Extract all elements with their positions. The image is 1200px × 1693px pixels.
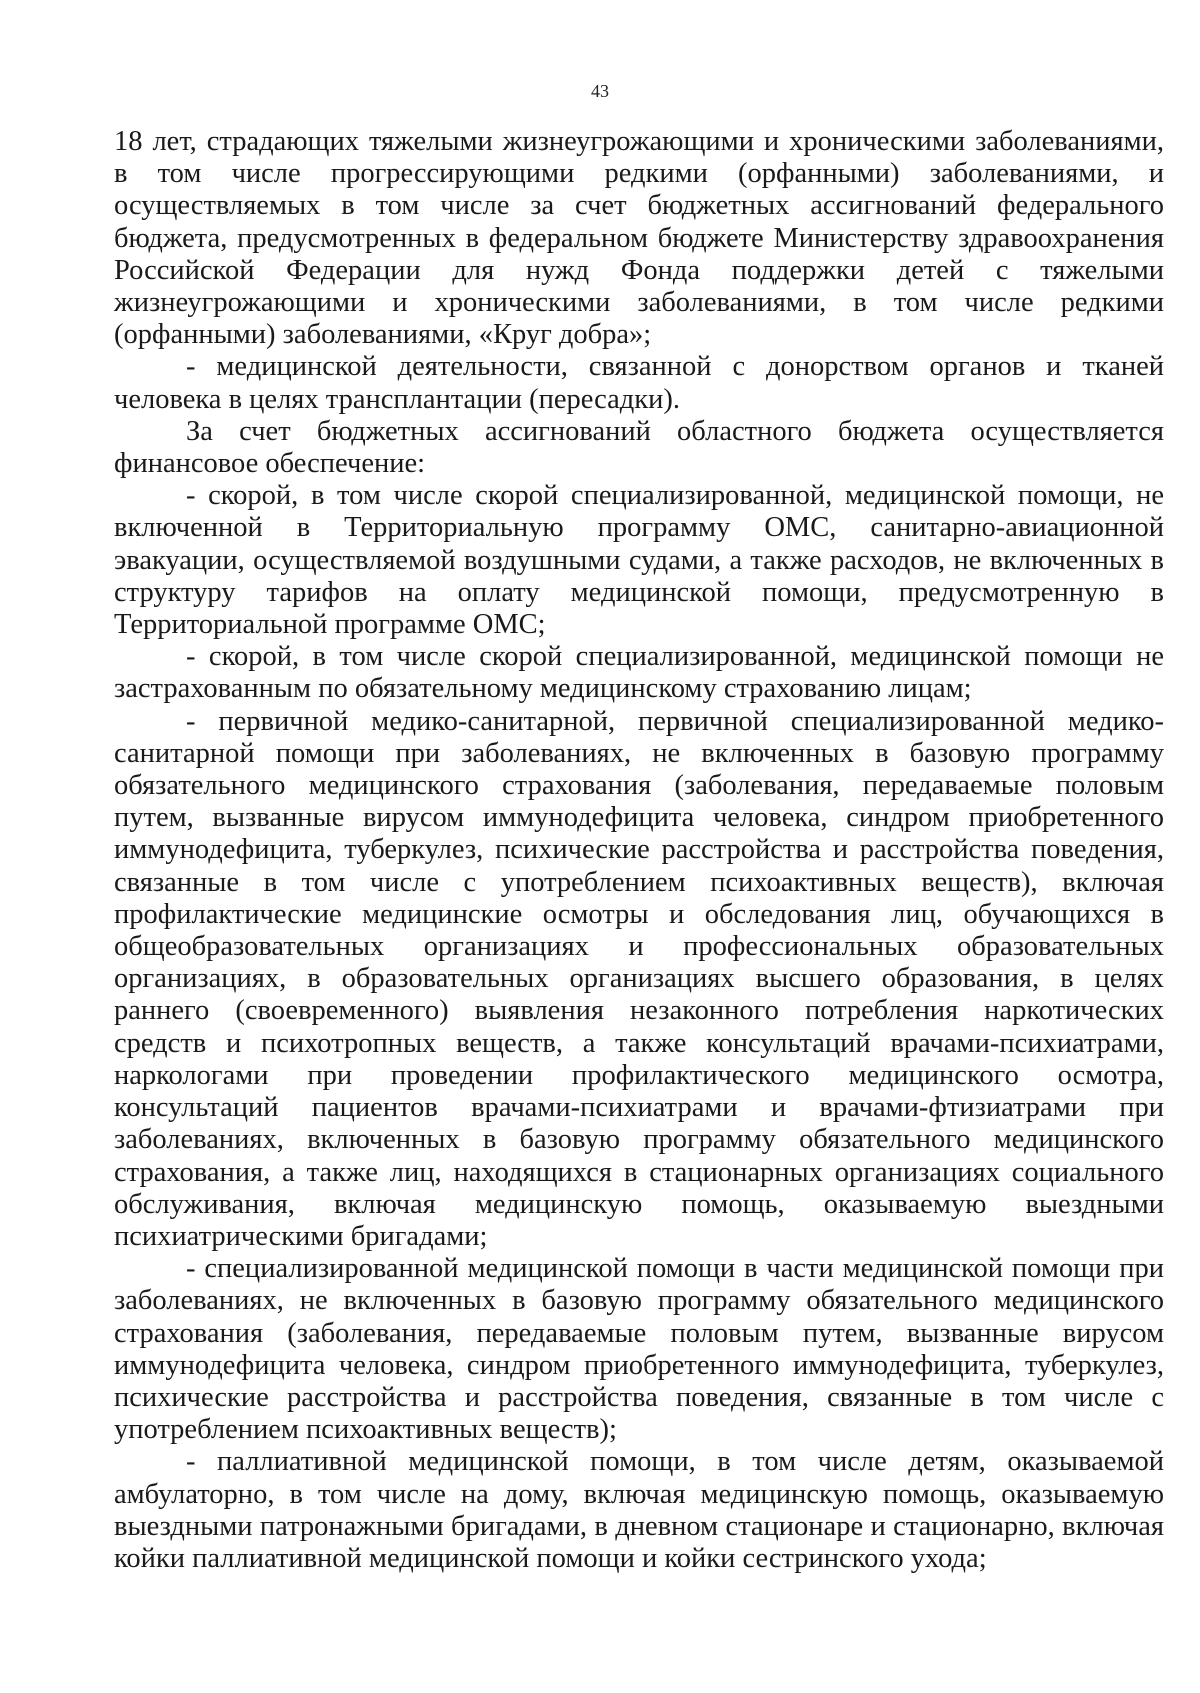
list-item-primary-care: - первичной медико-санитарной, первичной специализированной медико-санитарной помощи при заболеваниях, не включенных в базовую программу обязательного медицинского страхования (заболевания, передаваемые половым путем, вызванные вирусом иммунодефицита человека, синдром приобретенного иммунодефицита, туберкулез, психические расстройства и расстройства поведения, связанные в том числе с употреблением психоактивных веществ), включая профилактические медицинские осмотры и обследования лиц, обучающихся в общеобразовательных организациях и профессиональных образовательных организациях, в образовательных организациях высшего образования, в целях раннего (своевременного) выявления незаконного потребления наркотических средств и психотропных веществ, а также консультаций врачами-психиатрами, наркологами при проведении профилактического медицинского осмотра, консультаций пациентов врачами-психиатрами и врачами-фтизиатрами при заболеваниях, включенных в базовую программу обязательного медицинского страхования, а также лиц, находящихся в стационарных организациях социального обслуживания, включая медицинскую помощь, оказываемую выездными психиатрическими бригадами; xyxy=(114,705,1164,1252)
list-item-specialized-care: - специализированной медицинской помощи в части медицинской помощи при заболеваниях, не включенных в базовую программу обязательного медицинского страхования (заболевания, передаваемые половым путем, вызванные вирусом иммунодефицита человека, синдром приобретенного иммунодефицита, туберкулез, психические расстройства и расстройства поведения, связанные в том числе с употреблением психоактивных веществ); xyxy=(114,1253,1164,1446)
paragraph-continuation: 18 лет, страдающих тяжелыми жизнеугрожающими и хроническими заболеваниями, в том числе прогрессирующими редкими (орфанными) заболеваниями, и осуществляемых в том числе за счет бюджетных ассигнований федерального бюджета, предусмотренных в федеральном бюджете Министерству здравоохранения Российской Федерации для нужд Фонда поддержки детей с тяжелыми жизнеугрожающими и хроническими заболеваниями, в том числе редкими (орфанными) заболеваниями, «Круг добра»; xyxy=(114,126,1164,351)
list-item-palliative-care: - паллиативной медицинской помощи, в том числе детям, оказываемой амбулаторно, в том числе на дому, включая медицинскую помощь, оказываемую выездными патронажными бригадами, в дневном стационаре и стационарно, включая койки паллиативной медицинской помощи и койки сестринского ухода; xyxy=(114,1446,1164,1574)
list-item-emergency-care: - скорой, в том числе скорой специализированной, медицинской помощи, не включенной в Территориальную программу ОМС, санитарно-авиационной эвакуации, осуществляемой воздушными судами, а также расходов, не включенных в структуру тарифов на оплату медицинской помощи, предусмотренную в Территориальной программе ОМС; xyxy=(114,480,1164,641)
list-item-donorship: - медицинской деятельности, связанной с донорством органов и тканей человека в целях трансплантации (пересадки). xyxy=(114,351,1164,415)
list-item-emergency-uninsured: - скорой, в том числе скорой специализированной, медицинской помощи не застрахованным по обязательному медицинскому страхованию лицам; xyxy=(114,641,1164,705)
paragraph-regional-budget: За счет бюджетных ассигнований областного бюджета осуществляется финансовое обеспечение: xyxy=(114,415,1164,480)
document-body xyxy=(114,126,1164,1575)
page-number: 43 xyxy=(591,81,609,101)
